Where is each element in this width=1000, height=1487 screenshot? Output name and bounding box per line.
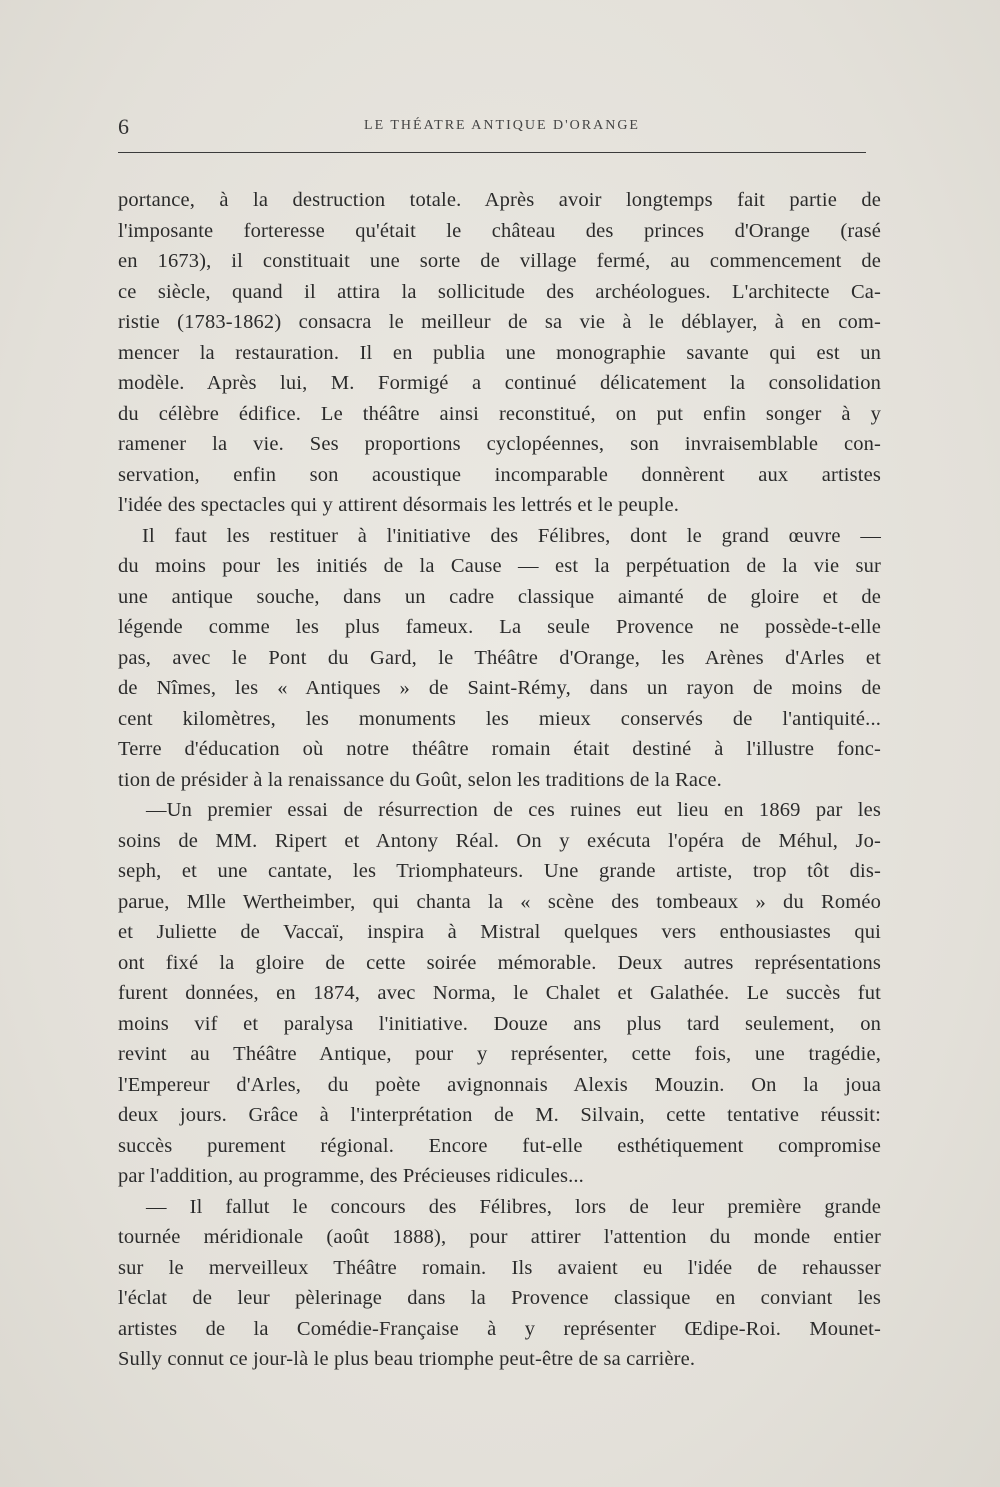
text-line: pas, avec le Pont du Gard, le Théâtre d'Orange, les Arènes d'Arles et: [118, 646, 881, 669]
text-line: Terre d'éducation où notre théâtre romain était destiné à l'illustre fonc-: [118, 738, 881, 760]
text-line: servation, enfin son acoustique incomparable donnèrent aux artistes: [118, 463, 881, 486]
page-header: [118, 112, 866, 142]
text-line: ce siècle, quand il attira la sollicitude des archéologues. L'architecte Ca-: [118, 280, 881, 303]
text-line: cent kilomètres, les monuments les mieux conservés de l'antiquité...: [118, 707, 881, 730]
text-line: modèle. Après lui, M. Formigé a continué délicatement la consolidation: [118, 372, 881, 394]
text-line: succès purement régional. Encore fut-elle esthétiquement compromise: [118, 1134, 881, 1157]
text-line: portance, à la destruction totale. Après avoir longtemps fait partie de: [118, 189, 881, 211]
header-rule: [118, 152, 866, 153]
text-line: revint au Théâtre Antique, pour y représenter, cette fois, une tragédie,: [118, 1043, 881, 1065]
text-line: par l'addition, au programme, des Précieuses ridicules...: [118, 1165, 584, 1187]
text-line: et Juliette de Vaccaï, inspira à Mistral quelques vers enthousiastes qui: [118, 921, 881, 943]
page-number: 6: [118, 114, 129, 139]
text-line: seph, et une cantate, les Triomphateurs. Une grande artiste, trop tôt dis-: [118, 860, 881, 882]
running-title: LE THÉATRE ANTIQUE D'ORANGE: [364, 118, 640, 133]
text-line: tournée méridionale (août 1888), pour attirer l'attention du monde entier: [118, 1226, 881, 1248]
text-line: de Nîmes, les « Antiques » de Saint-Rémy, dans un rayon de moins de: [118, 677, 881, 699]
text-line: légende comme les plus fameux. La seule Provence ne possède-t-elle: [118, 616, 881, 638]
text-line: mencer la restauration. Il en publia une monographie savante qui est un: [118, 341, 881, 364]
text-line: une antique souche, dans un cadre classique aimanté de gloire et de: [118, 585, 881, 608]
text-line: ont fixé la gloire de cette soirée mémorable. Deux autres représentations: [118, 951, 881, 974]
text-line: deux jours. Grâce à l'interprétation de M. Silvain, cette tentative réussit:: [118, 1104, 881, 1126]
text-line: —Un premier essai de résurrection de ces ruines eut lieu en 1869 par les: [146, 799, 881, 821]
text-line: en 1673), il constituait une sorte de village fermé, au commencement de: [118, 250, 881, 272]
text-line: parue, Mlle Wertheimber, qui chanta la « scène des tombeaux » du Roméo: [118, 890, 881, 913]
text-line: furent données, en 1874, avec Norma, le Chalet et Galathée. Le succès fut: [118, 982, 881, 1004]
text-line: l'éclat de leur pèlerinage dans la Provence classique en conviant les: [118, 1287, 881, 1309]
text-line: moins vif et paralysa l'initiative. Douze ans plus tard seulement, on: [118, 1012, 881, 1035]
text-line: du célèbre édifice. Le théâtre ainsi reconstitué, on put enfin songer à y: [118, 402, 881, 425]
text-line: Il faut les restituer à l'initiative des Félibres, dont le grand œuvre —: [142, 524, 881, 547]
text-line: l'idée des spectacles qui y attirent désormais les lettrés et le peuple.: [118, 494, 679, 516]
text-line: — Il fallut le concours des Félibres, lors de leur première grande: [146, 1195, 881, 1218]
text-line: du moins pour les initiés de la Cause — est la perpétuation de la vie sur: [118, 555, 881, 577]
text-line: ristie (1783-1862) consacra le meilleur de sa vie à le déblayer, à en com-: [118, 311, 881, 333]
text-line: l'Empereur d'Arles, du poète avignonnais Alexis Mouzin. On la joua: [118, 1073, 881, 1096]
text-line: ramener la vie. Ses proportions cyclopéennes, son invraisemblable con-: [118, 433, 881, 455]
text-line: Sully connut ce jour-là le plus beau triomphe peut-être de sa carrière.: [118, 1348, 696, 1370]
text-line: soins de MM. Ripert et Antony Réal. On y exécuta l'opéra de Méhul, Jo-: [118, 829, 881, 852]
text-line: sur le merveilleux Théâtre romain. Ils avaient eu l'idée de rehausser: [118, 1256, 881, 1279]
body-text: [118, 185, 881, 1375]
text-line: l'imposante forteresse qu'était le château des princes d'Orange (rasé: [118, 219, 881, 242]
text-line: tion de présider à la renaissance du Goût, selon les traditions de la Race.: [118, 768, 722, 791]
text-line: artistes de la Comédie-Française à y représenter Œdipe-Roi. Mounet-: [118, 1317, 881, 1340]
